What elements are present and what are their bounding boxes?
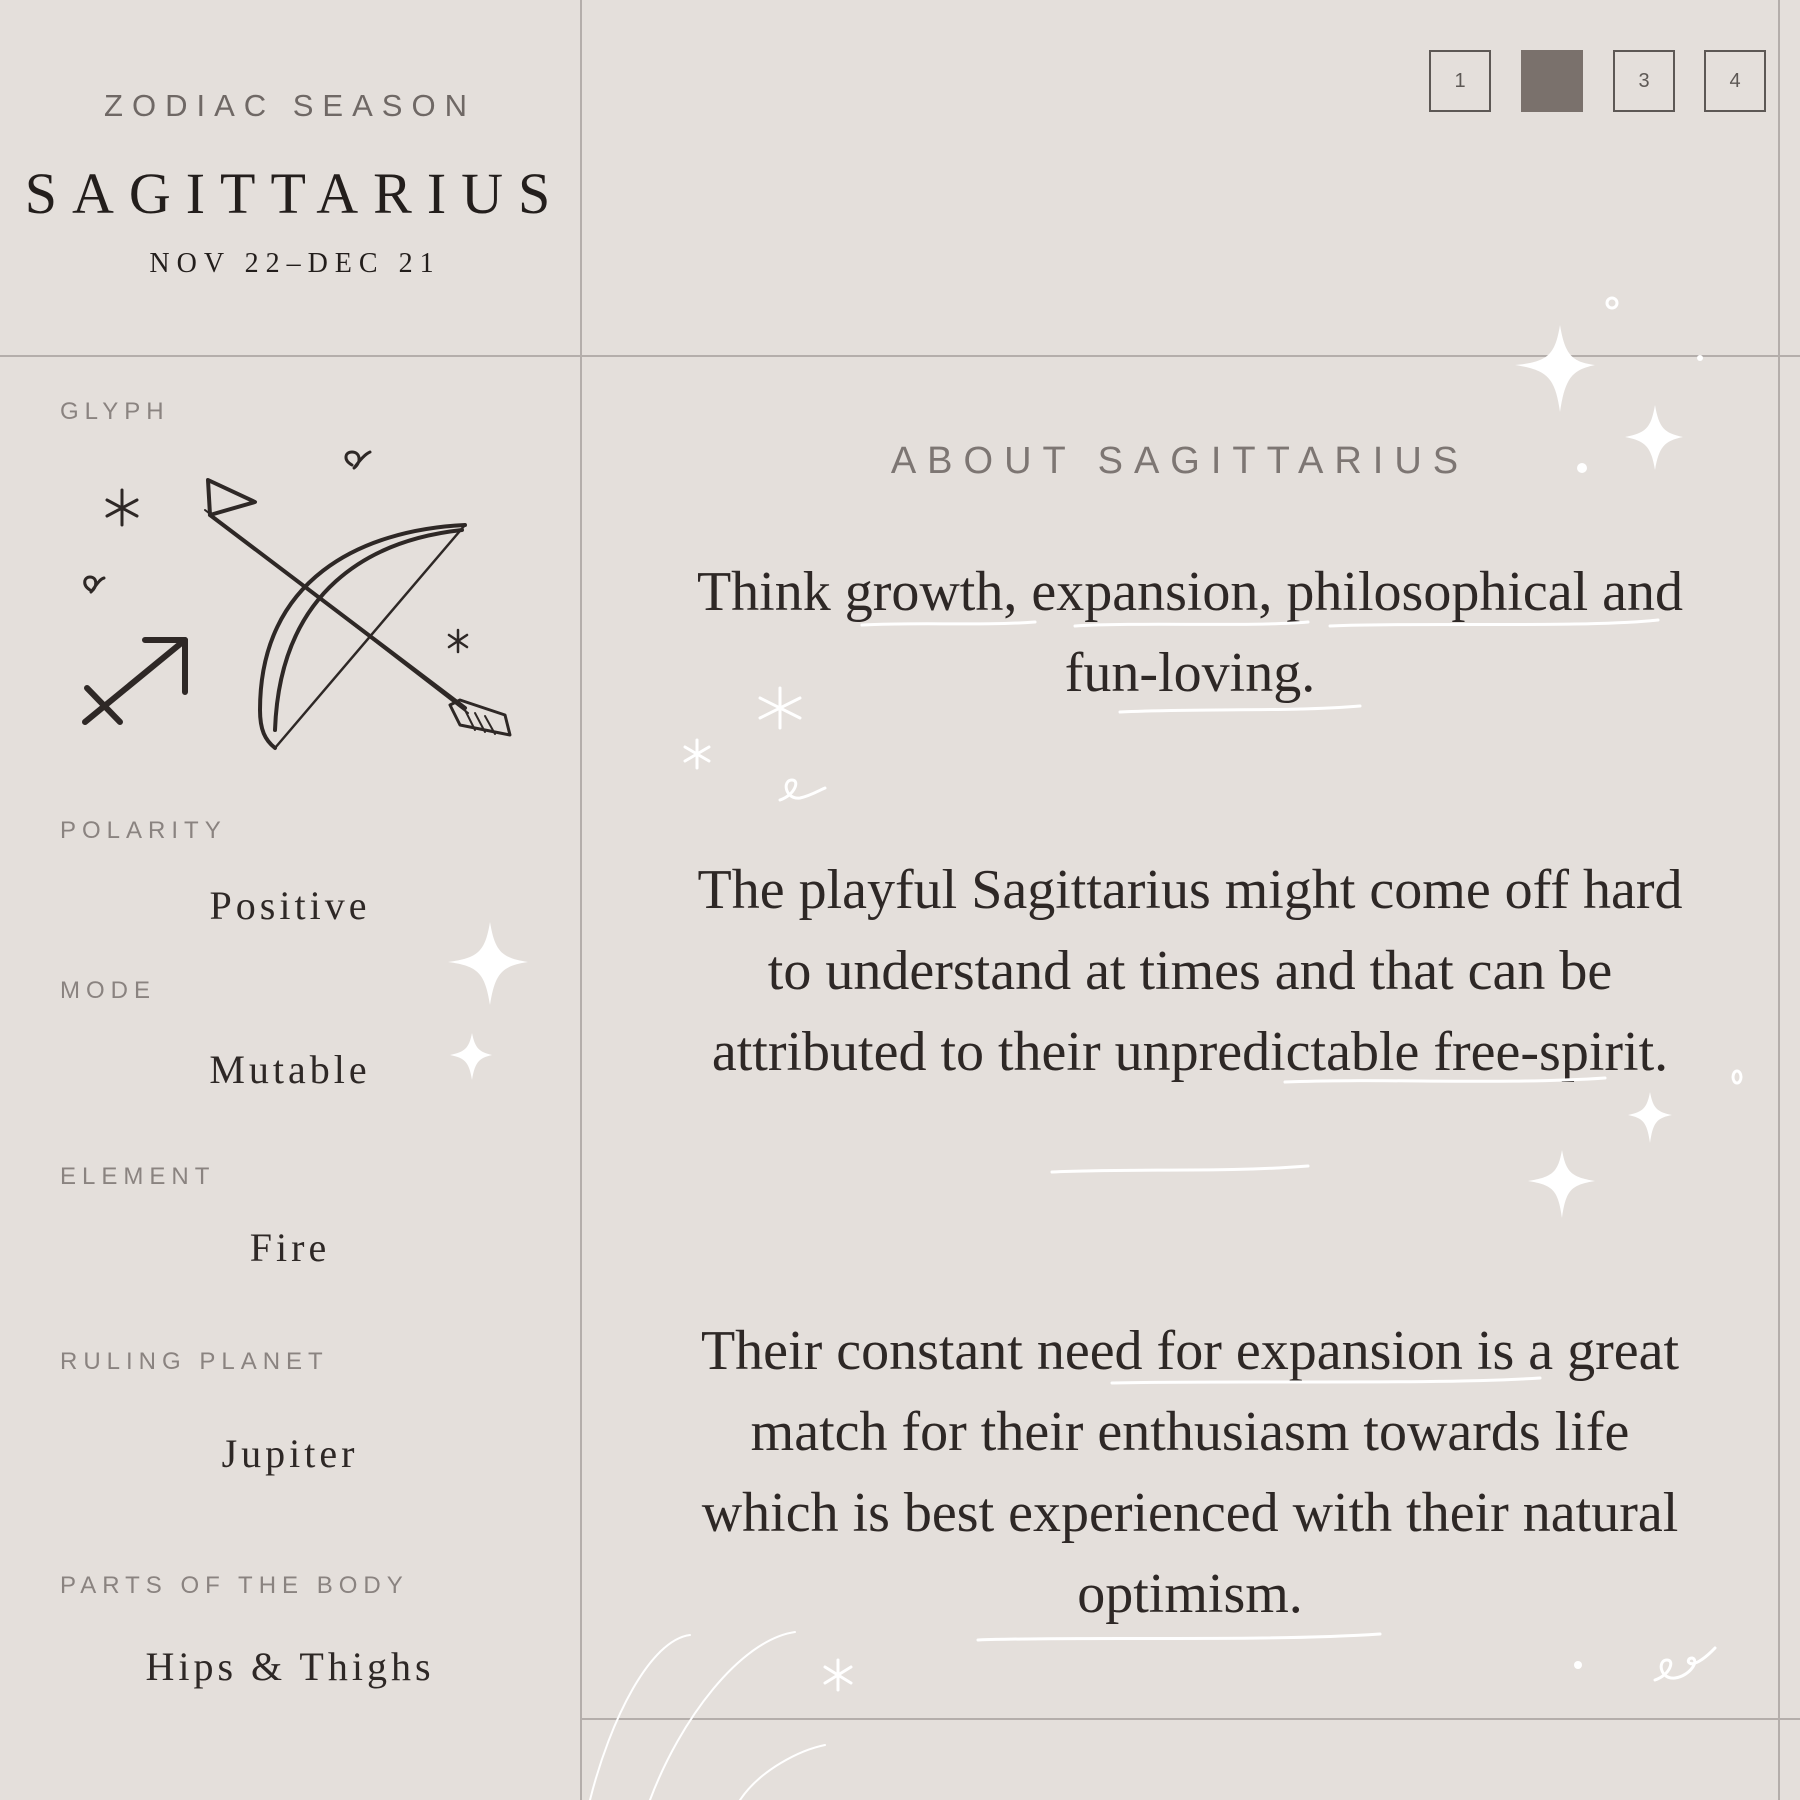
page-button-1[interactable]: 1 — [1429, 50, 1491, 112]
page-title: SAGITTARIUS — [24, 161, 566, 226]
ruling-planet-label: RULING PLANET — [60, 1348, 329, 1375]
footer-divider — [580, 1718, 1800, 1720]
polarity-label: POLARITY — [60, 817, 227, 844]
page-button-3[interactable]: 3 — [1613, 50, 1675, 112]
ruling-planet-value: Jupiter — [221, 1431, 359, 1476]
about-paragraph-1: Think growth, expansion, philosophical and fun-loving. — [696, 561, 1684, 704]
element-label: ELEMENT — [60, 1163, 216, 1190]
about-paragraph-2: The playful Sagittarius might come off hard to understand at times and that can be attributed to their unpredictable free-spirit. — [697, 859, 1683, 1083]
date-range: NOV 22–DEC 21 — [149, 248, 441, 279]
header-divider — [0, 355, 1800, 357]
glyph-label: GLYPH — [60, 398, 170, 425]
sparkle-icon — [448, 922, 528, 1005]
sagittarius-bow-arrow-icon — [60, 430, 530, 780]
mode-value: Mutable — [209, 1047, 371, 1092]
about-paragraph-3: Their constant need for expansion is a great match for their enthusiasm towards life which is best experienced with their natural optimism. — [700, 1320, 1680, 1625]
season-kicker: ZODIAC SEASON — [104, 88, 476, 123]
body-parts-value: Hips & Thighs — [145, 1644, 435, 1689]
about-heading: ABOUT SAGITTARIUS — [890, 440, 1470, 482]
sparkle-icon — [1528, 1150, 1595, 1218]
sparkle-icon — [1515, 325, 1595, 412]
sparkle-icon — [1628, 1092, 1672, 1143]
body-parts-label: PARTS OF THE BODY — [60, 1572, 409, 1599]
element-value: Fire — [249, 1225, 331, 1270]
polarity-value: Positive — [209, 883, 371, 928]
right-edge-divider — [1778, 0, 1780, 1800]
page-button-2-active[interactable] — [1521, 50, 1583, 112]
mode-label: MODE — [60, 977, 156, 1004]
page-button-4[interactable]: 4 — [1704, 50, 1766, 112]
